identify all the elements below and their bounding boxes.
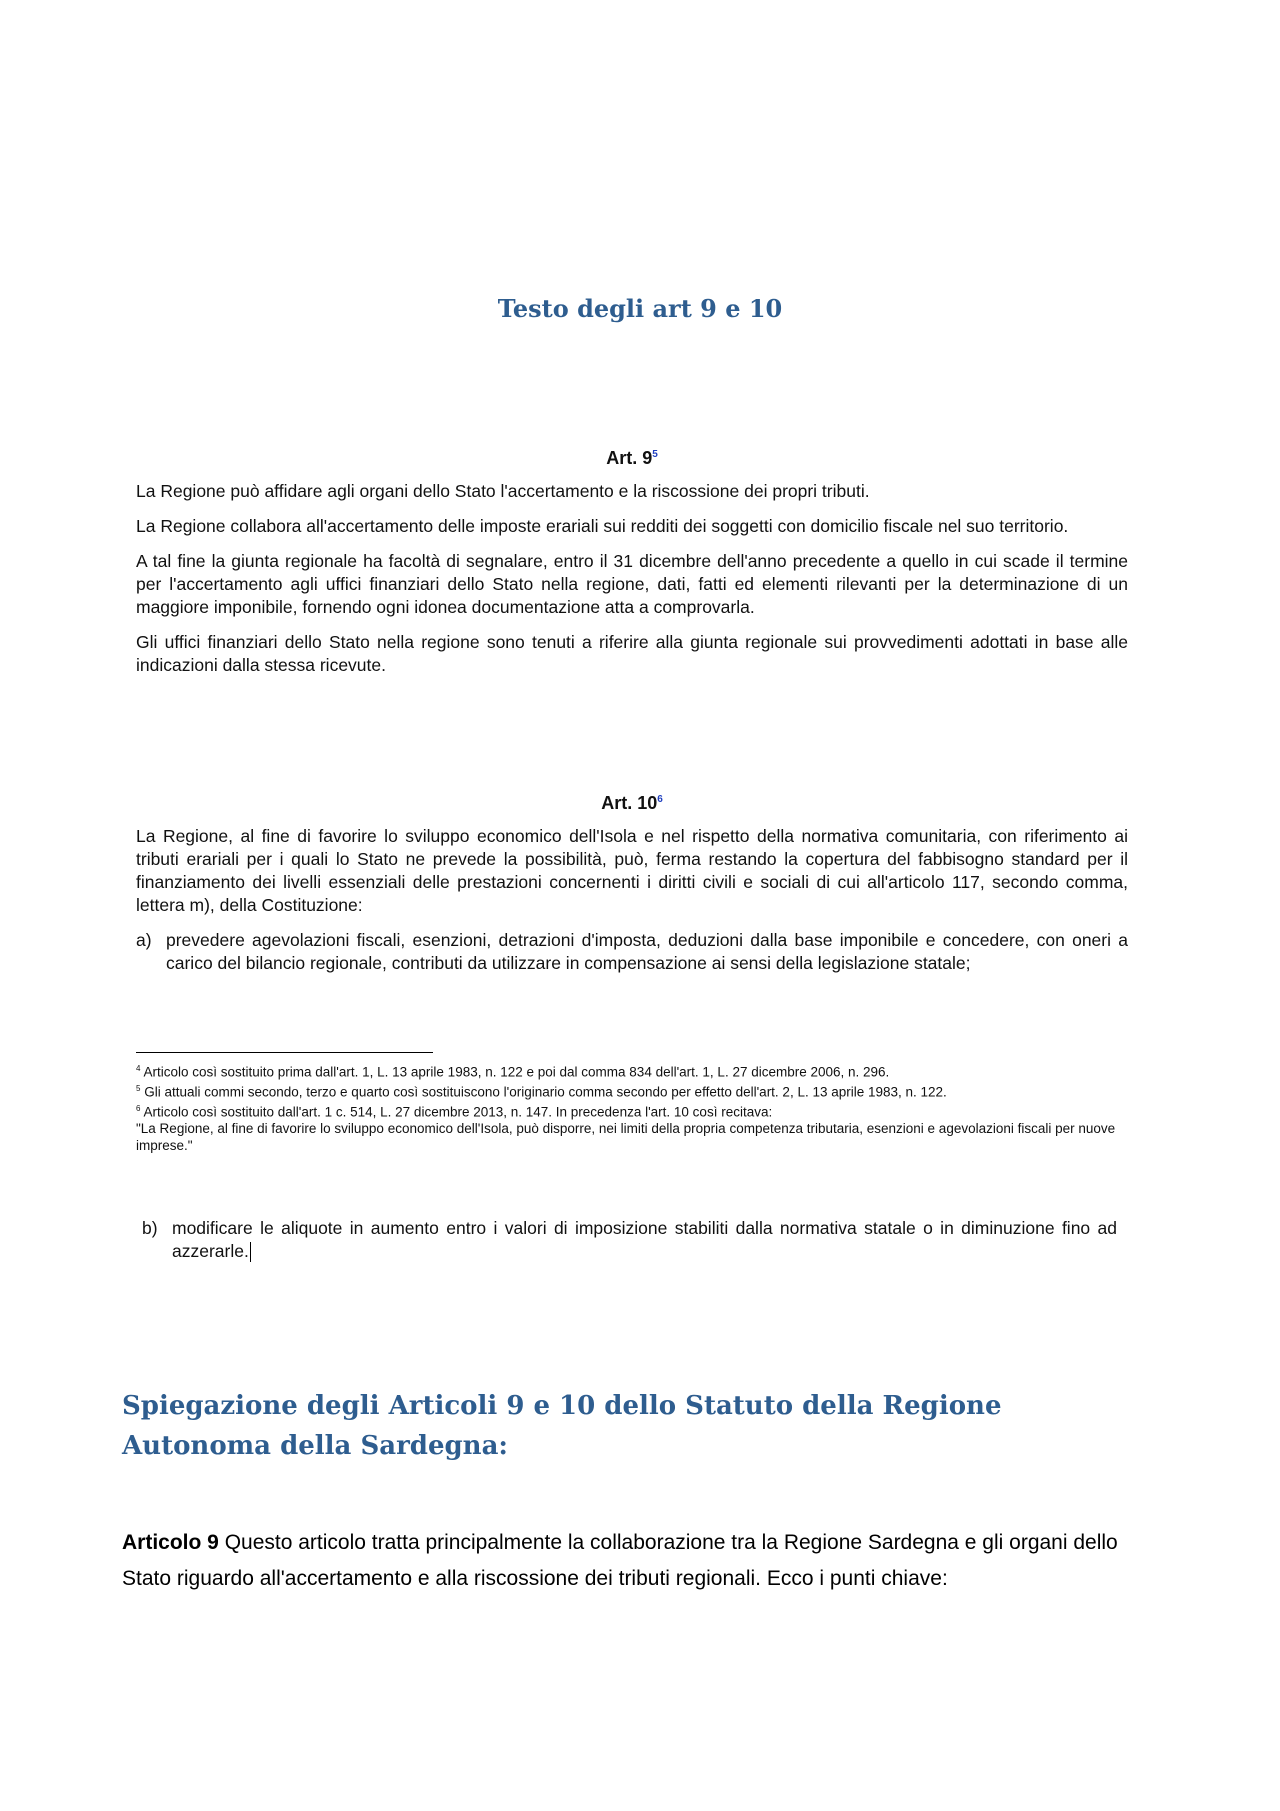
art9-paragraph-1: La Regione può affidare agli organi dello Stato l'accertamento e la riscossione dei propri tributi. [136,481,870,501]
art10-heading [136,788,1128,815]
art9-footnote-ref: 5 [652,449,658,460]
art10-item-b-block [142,1217,1117,1263]
art9-heading-text: Art. 9 [606,448,653,468]
section-body [122,1525,1132,1597]
section-lead-text: Questo articolo tratta principalmente la collaborazione tra la Regione Sardegna e gli organi dello Stato riguardo all'accertamento e alla riscossione dei tributi regionali. Ecco i punti chiave: [122,1531,1118,1590]
art9-paragraph-3: A tal fine la giunta regionale ha facoltà di segnalare, entro il 31 dicembre dell'anno precedente a quello in cui scade il termine per l'accertamento agli uffici finanziari dello Stato nella regione, dati, fatti ed elementi rilevanti per la determinazione di un maggiore imponibile, fornendo ogni idonea documentazione atta a comprovarla. [136,551,1128,617]
footnote-4-text: Articolo così sostituito prima dall'art. 1, L. 13 aprile 1983, n. 122 e poi dal comma 834 dell'art. 1, L. 27 dicembre 2006, n. 296. [143,1064,890,1080]
footnote-5 [136,1081,1130,1101]
footnote-6 [136,1101,1130,1121]
art10-footnote-ref: 6 [657,794,663,805]
section-lead-bold: Articolo 9 [122,1531,219,1554]
art9-heading [136,443,1128,470]
footnote-6-text: Articolo così sostituito dall'art. 1 c. 514, L. 27 dicembre 2013, n. 147. In precedenza l'art. 10 così recitava: [143,1104,773,1120]
art10-item-a-text: prevedere agevolazioni fiscali, esenzioni, detrazioni d'imposta, deduzioni dalla base imponibile e concedere, con oneri a carico del bilancio regionale, contributi da utilizzare in compensazione ai sensi della legislazione statale; [166,930,1128,973]
art9-block [136,443,1128,689]
art10-item-b-text: modificare le aliquote in aumento entro i valori di imposizione stabiliti dalla normativa statale o in diminuzione fino ad azzerarle. [172,1218,1117,1261]
art10-block [136,788,1128,975]
footnote-6-num: 6 [136,1104,141,1113]
art10-item-a-mark: a) [136,930,152,950]
footnote-4-num: 4 [136,1064,141,1073]
art9-paragraph-2: La Regione collabora all'accertamento delle imposte erariali sui redditi dei soggetti con domicilio fiscale nel suo territorio. [136,516,1069,536]
footnote-separator [136,1052,433,1053]
footnote-6-quote: "La Regione, al fine di favorire lo sviluppo economico dell'Isola, può disporre, nei limiti della propria competenza tributaria, esenzioni e agevolazioni fiscali per nuove imprese." [136,1121,1116,1153]
footnote-4 [136,1061,1130,1081]
art10-item-b-mark: b) [142,1218,158,1238]
footnotes [136,1061,1130,1154]
art10-heading-text: Art. 10 [601,793,658,813]
art10-item-a [136,929,1128,975]
section-heading: Spiegazione degli Articoli 9 e 10 dello Statuto della Regione Autonoma della Sardegna: [122,1391,1002,1461]
art10-intro: La Regione, al fine di favorire lo sviluppo economico dell'Isola e nel rispetto della normativa comunitaria, con riferimento ai tributi erariali per i quali lo Stato ne prevede la possibilità, può, ferma restando la copertura del fabbisogno standard per il finanziamento dei livelli essenziali delle prestazioni concernenti i diritti civili e sociali di cui all'articolo 117, secondo comma, lettera m), della Costituzione: [136,826,1128,915]
footnote-5-num: 5 [136,1084,141,1093]
text-cursor [250,1242,252,1262]
page-title: Testo degli art 9 e 10 [497,294,783,323]
footnote-5-text: Gli attuali commi secondo, terzo e quarto così sostituiscono l'originario comma secondo per effetto dell'art. 2, L. 13 aprile 1983, n. 122. [144,1084,947,1100]
art10-item-b [142,1217,1117,1263]
art10-item-b-text-wrap [172,1217,1117,1263]
art9-paragraph-4: Gli uffici finanziari dello Stato nella regione sono tenuti a riferire alla giunta regionale sui provvedimenti adottati in base alle indicazioni dalla stessa ricevute. [136,632,1128,675]
